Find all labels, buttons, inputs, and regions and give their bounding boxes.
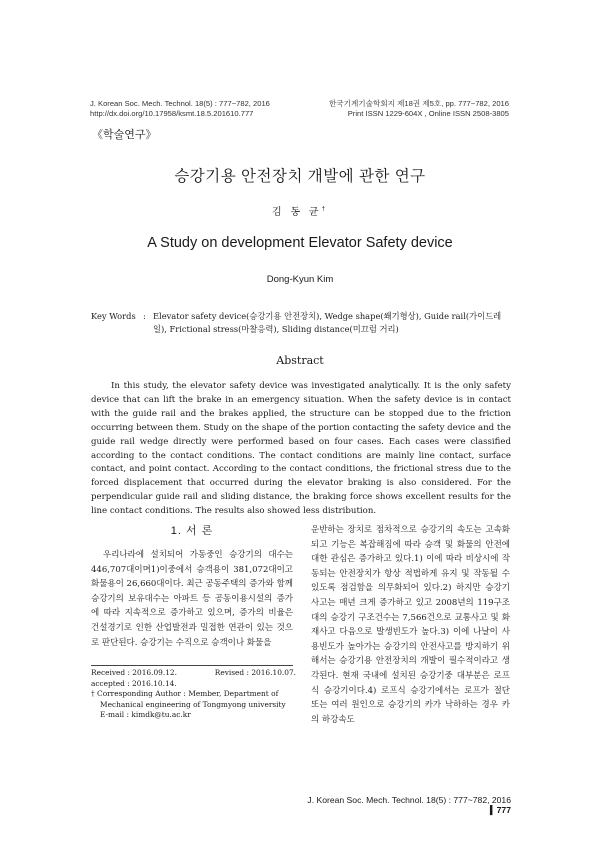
author-korean (0, 203, 600, 218)
journal-header-left (90, 99, 270, 119)
page-footer (300, 795, 511, 816)
keywords-colon: : (143, 311, 146, 321)
accepted-date: accepted : 2016.10.14. (91, 678, 177, 688)
revised-date: Revised : 2016.10.07. (214, 668, 296, 677)
footnote-dates (91, 668, 296, 679)
keywords-label: Key Words (91, 311, 136, 321)
title-english: A Study on development Elevator Safety device (147, 235, 453, 251)
author-name-korean: 김 동 균 (272, 207, 322, 218)
keywords-text: Elevator safety device(승강기용 안전장치), Wedge shape(쐐기형상), Guide rail(가이드레일), Frictional stress(마찰응력), Sliding distance(미끄럼 거리) (153, 311, 502, 334)
author-english: Dong-Kyun Kim (266, 274, 334, 285)
title-korean: 승강기용 안전장치 개발에 관한 연구 (174, 168, 426, 185)
issn-info: Print ISSN 1229-604X , Online ISSN 2508-3805 (347, 109, 509, 118)
footer-citation: J. Korean Soc. Mech. Technol. 18(5) : 777~782, 2016 (307, 795, 511, 805)
body-text-left-column: 우리나라에 설치되어 가동중인 승강기의 대수는 446,707대이며1)이중에서 승객용이 381,072대이고 화물용이 26,660대이다. 최근 공동주택의 증가와 함께 승강기의 보유대수는 아파트 등 공동이용시설의 증가에 따라 지속적으로 증가하고 있으며, 증가의 비율은 건설경기로 인한 산업발전과 밀접한 연관이 있는 것으로 판단된다. 승강기는 수직으로 승객이나 화물을 (91, 550, 293, 648)
journal-citation: J. Korean Soc. Mech. Technol. 18(5) : 777~782, 2016 (90, 99, 270, 108)
footnote-divider (91, 665, 293, 666)
corresponding-author-line2: Mechanical engineering of Tongmyong university (100, 699, 286, 709)
author-email[interactable]: E-mail : kimdk@tu.ac.kr (100, 710, 191, 719)
body-text-right-column: 운반하는 장치로 점차적으로 승강기의 속도는 고속화되고 기능은 복잡해짐에 따라 승객 및 화물의 안전에 대한 관심은 증가하고 있다.1) 이에 따라 비상시에 작동되는 안전장치가 항상 적법하게 유지 및 작동될 수 있도록 점검함을 의무화되어 있다.2) 하지만 승강기 사고는 매년 크게 증가하고 있고 2008년의 119구조대의 승강기 구조건수는 7,566건으로 교통사고 및 화재사고 다음으로 발생빈도가 높다.3) 이에 나날이 사용빈도가 높아가는 승강기의 안전사고를 방지하기 위해서는 승강기용 안전장치의 개발이 필수적이라고 생각된다. 현재 국내에 설치된 승강기중 대부분은 로프식 승강기이다.4) 로프식 승강기에서는 로프가 절단 또는 여러 원인으로 승강기의 카가 낙하하는 경우 카의 하강속도 (311, 525, 510, 725)
journal-header-right (329, 99, 509, 119)
section-heading-introduction: 1. 서 론 (170, 525, 214, 537)
journal-citation-korean: 한국기계기술학회지 제18권 제5호, pp. 777~782, 2016 (328, 99, 509, 108)
footer-separator: ▍ (487, 805, 497, 815)
corresponding-author-line1: † Corresponding Author : Member, Department of (91, 689, 279, 698)
doi-link[interactable]: http://dx.doi.org/10.17958/ksmt.18.5.201610.777 (90, 109, 254, 118)
abstract-heading: Abstract (276, 354, 324, 367)
received-date: Received : 2016.09.12. (91, 668, 177, 677)
footnotes (91, 668, 296, 721)
keywords-block (91, 310, 511, 336)
article-category: 《학술연구》 (92, 129, 157, 141)
abstract-text: In this study, the elevator safety device was investigated analytically. It is the only safety device that can lift the brake in an emergency situation. When the safety device is in contact with the guide rail and the brakes applied, the structure can be stopped due to the friction occurring between them. Study on the shape of the portion contacting the safety device and the guide rail wedge directly were performed based on four cases. Each cases were classified according to the contact conditions. The contact conditions are mainly line contact, surface contact, and point contact. According to the contact conditions, the frictional stress due to the forced displacement that occurred during the elevator braking is also considered. For the perpendicular guide rail and sliding distance, the braking force shows excellent results for the line contact conditions. The results also showed less distribution. (91, 381, 511, 517)
corresponding-author-mark: † (321, 206, 328, 213)
page-number: 777 (496, 805, 511, 815)
